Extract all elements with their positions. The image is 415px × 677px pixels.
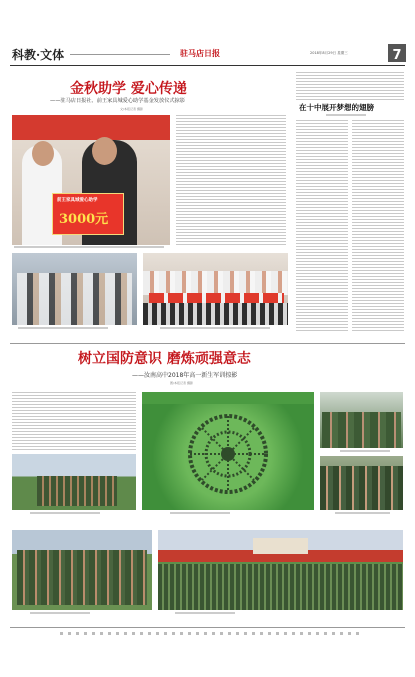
header-rule [70, 54, 170, 55]
story-3 [10, 346, 405, 626]
story-2-body-a [296, 120, 348, 332]
page-number: 7 [392, 48, 402, 63]
formation-pattern [142, 392, 314, 510]
header-bottom-rule [10, 65, 405, 66]
drill-photo-left-middle [12, 454, 136, 510]
story-1-byline: 文/本报记者 摄影 [120, 107, 143, 111]
page-number-box [388, 44, 406, 62]
masthead-logo: 驻马店日报 [180, 48, 220, 58]
story-1-subtitle: ——驻马店日报社、前王家具城爱心助学基金发放仪式掠影 [50, 98, 185, 104]
story-2-lead [296, 72, 404, 100]
footer-ornament [60, 632, 360, 635]
students-photo [12, 253, 137, 325]
drill-photo-right-middle [320, 456, 403, 510]
section-divider [10, 343, 405, 344]
drill-photo-bottom-left [12, 530, 152, 610]
drill-photo-top-right [320, 392, 403, 448]
story-3-title: 树立国防意识 磨炼顽强意志 [78, 351, 251, 367]
story-1-title: 金秋助学 爱心传递 [70, 81, 187, 97]
story-2 [296, 70, 406, 340]
story-2-title: 在十中展开梦想的翅膀 [299, 103, 374, 112]
stadium-photo [158, 530, 403, 610]
group-check-photo [143, 253, 288, 325]
formation-photo [142, 392, 314, 510]
story-1 [10, 70, 290, 340]
story-3-body [12, 392, 136, 450]
section-title: 科教·文体 [12, 48, 65, 62]
story-1-body [176, 115, 286, 247]
page-header [10, 44, 405, 70]
check-amount: 3000元 [59, 212, 109, 227]
story-3-subtitle: ——汝南高中2018年高一新生军训掠影 [132, 372, 238, 379]
story-2-body-b [352, 120, 404, 332]
check-banner: 前王家具城爱心助学 [57, 198, 98, 203]
story-3-byline: 图/本报记者 摄影 [170, 381, 193, 385]
page-footer-rule [10, 627, 405, 628]
main-ceremony-photo [12, 115, 170, 245]
date-line: 2018年8月29日 星期三 [310, 51, 348, 55]
